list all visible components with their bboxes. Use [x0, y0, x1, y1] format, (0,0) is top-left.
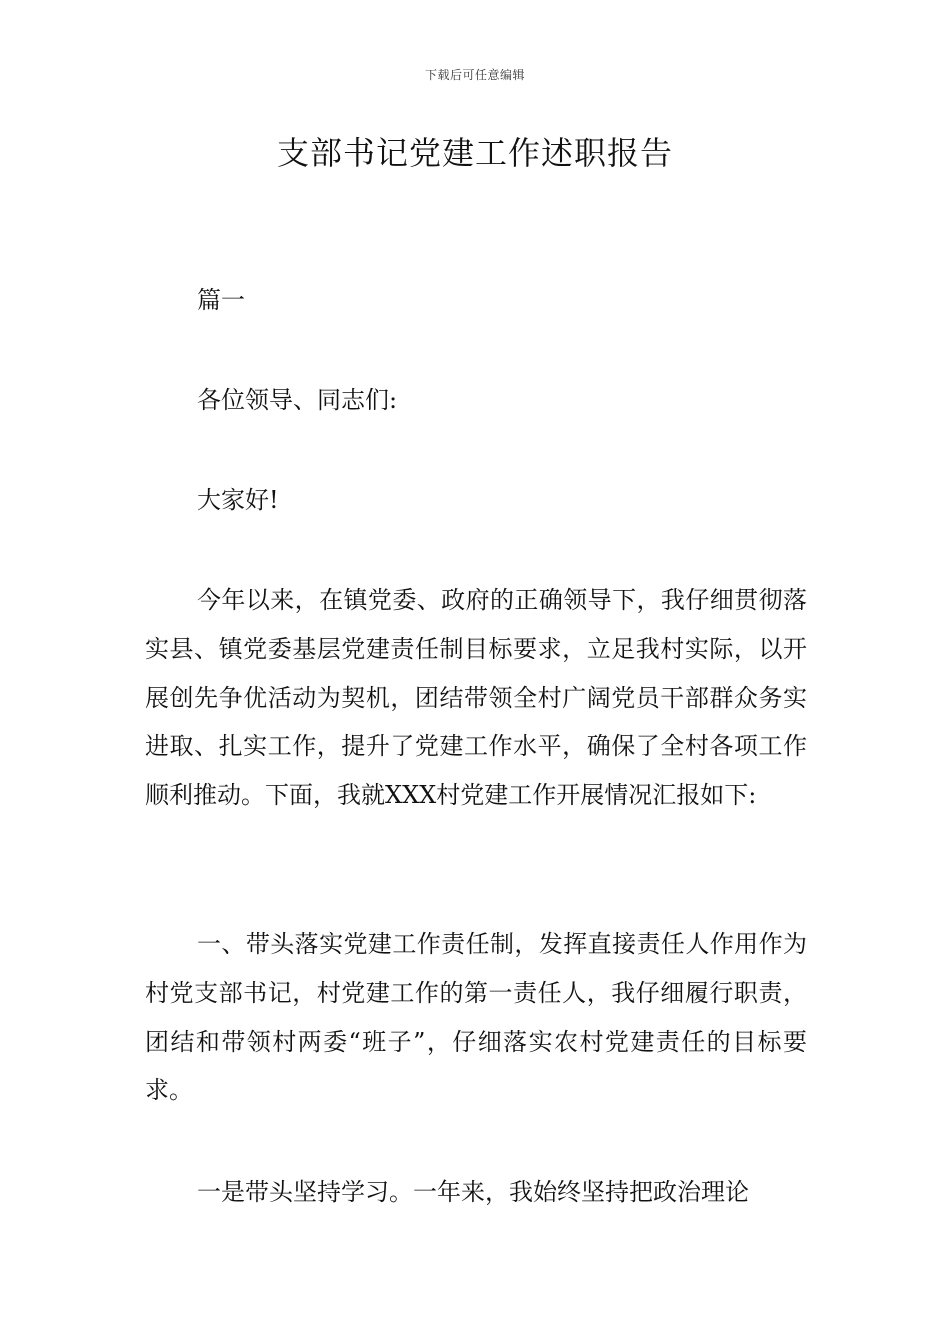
- hello-paragraph: 大家好!: [197, 486, 279, 514]
- section-one-paragraph: 一、带头落实党建工作责任制，发挥直接责任人作用作为村党支部书记，村党建工作的第一责任人，我仔细履行职责，团结和带领村两委“班子”，仔细落实农村党建责任的目标要求。: [145, 930, 807, 1105]
- document-title: 支部书记党建工作述职报告: [276, 134, 673, 172]
- intro-paragraph: 今年以来，在镇党委、政府的正确领导下，我仔细贯彻落实县、镇党委基层党建责任制目标要求，立足我村实际，以开展创先争优活动为契机，团结带领全村广阔党员干部群众务实进取、扎实工作，提升了党建工作水平，确保了全村各项工作顺利推动。下面，我就XXX村党建工作开展情况汇报如下:: [145, 586, 807, 810]
- section-label: 篇一: [197, 286, 245, 314]
- header-note: 下载后可任意编辑: [424, 68, 525, 82]
- greeting-paragraph: 各位领导、同志们:: [197, 386, 398, 414]
- point-one-paragraph: 一是带头坚持学习。一年来，我始终坚持把政治理论: [197, 1178, 749, 1206]
